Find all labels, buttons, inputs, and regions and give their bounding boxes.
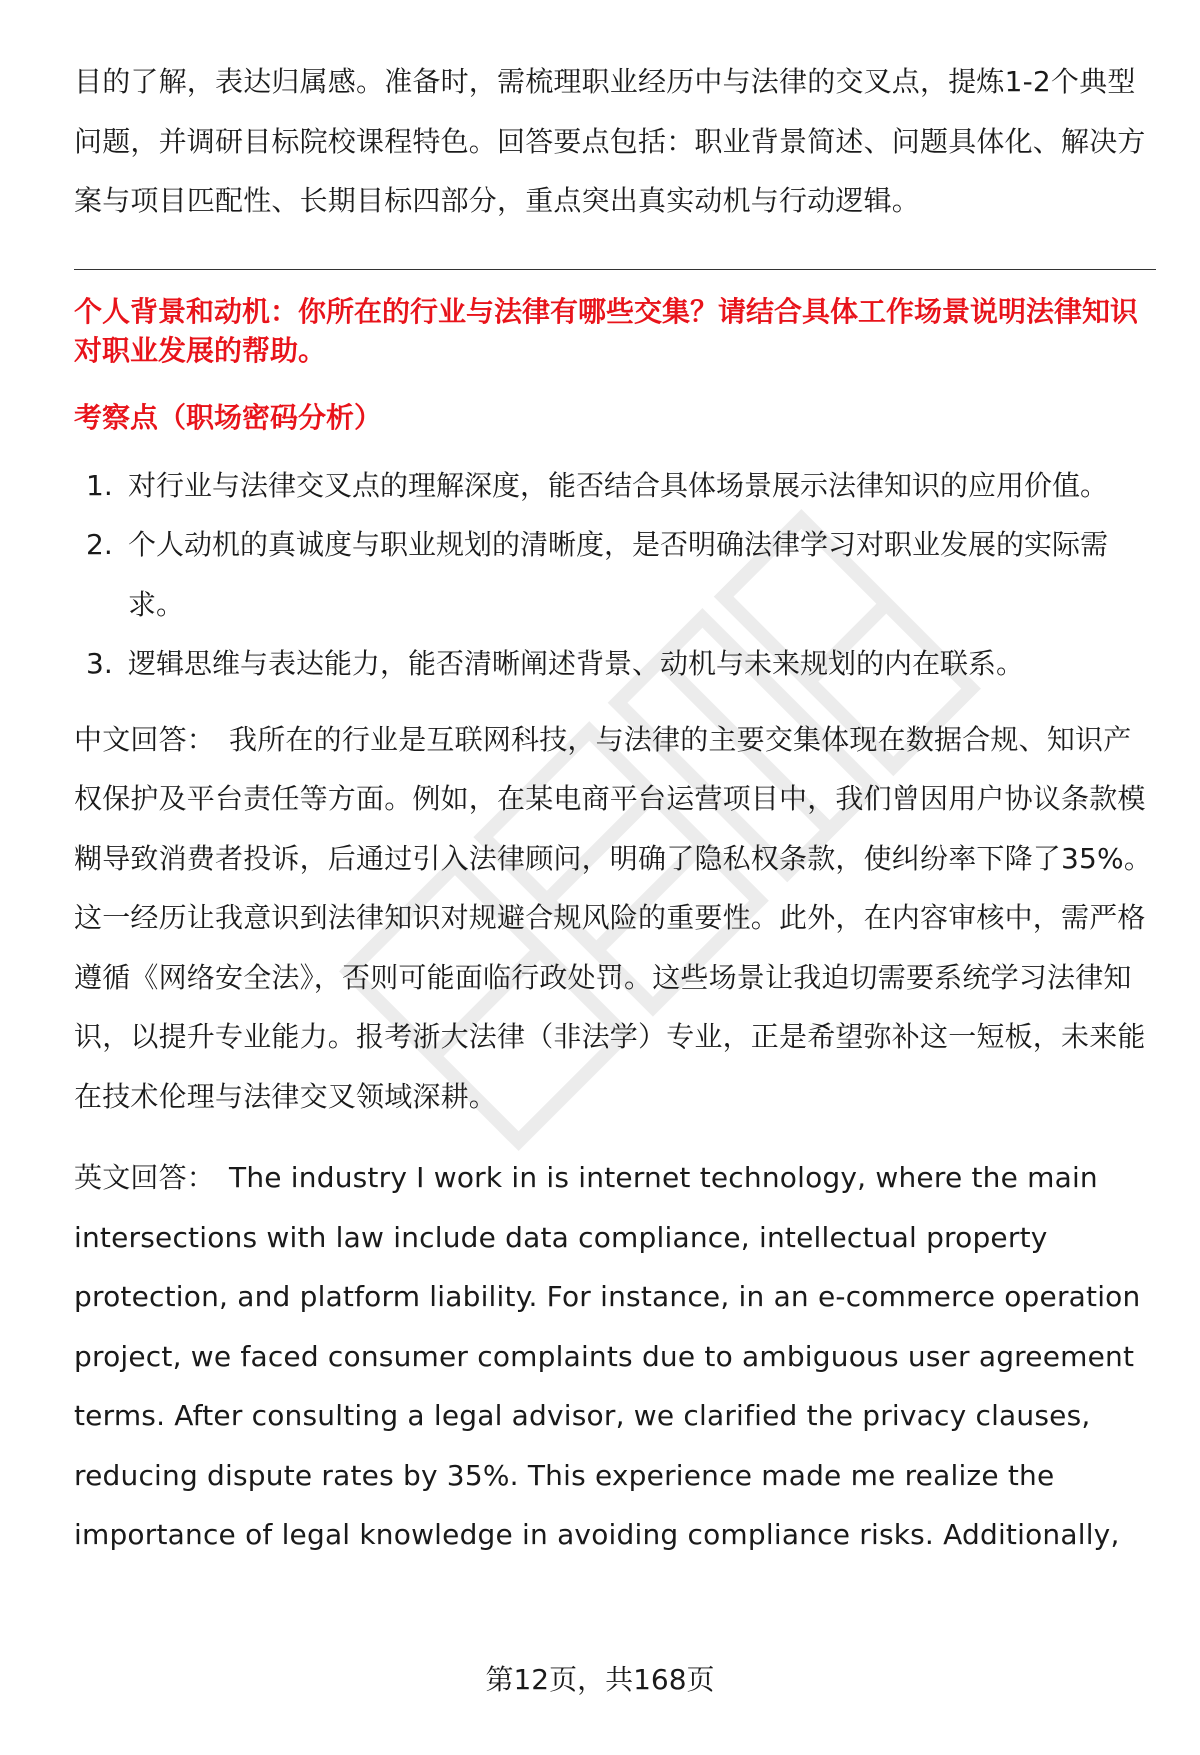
english-answer-text: The industry I work in is internet technology, where the main intersections with law include data compliance, intellectual property protection, and platform liability. For instance, in an e-commerce operation project, we faced consumer complaints due to ambiguous user agreement terms. After consulting a legal advisor, we clarified the privacy clauses, reducing dispute rates by 35%. This experience made me realize the importance of legal knowledge in avoiding compliance risks. Additionally, [74,1161,1141,1551]
focus-point [74,456,1154,516]
chinese-answer-label: 中文回答： [74,722,216,756]
chinese-answer-text: 我所在的行业是互联网科技，与法律的主要交集体现在数据合规、知识产权保护及平台责任等方面。例如，在某电商平台运营项目中，我们曾因用户协议条款模糊导致消费者投诉，后通过引入法律顾问，明确了隐私权条款，使纠纷率下降了35%。这一经历让我意识到法律知识对规避合规风险的重要性。此外，在内容审核中，需严格遵循《网络安全法》，否则可能面临行政处罚。这些场景让我迫切需要系统学习法律知识，以提升专业能力。报考浙大法律（非法学）专业，正是希望弥补这一短板，未来能在技术伦理与法律交叉领域深耕。 [74,722,1153,1113]
focus-point-text: 个人动机的真诚度与职业规划的清晰度，是否明确法律学习对职业发展的实际需求。 [128,528,1109,621]
section-divider [74,269,1156,270]
focus-point [74,515,1154,634]
english-answer [74,1148,1154,1565]
focus-point [74,634,1154,694]
content-area [74,52,1154,1565]
focus-point-text: 对行业与法律交叉点的理解深度，能否结合具体场景展示法律知识的应用价值。 [128,468,1109,502]
focus-point-number: 2. [86,528,113,561]
question-heading: 个人背景和动机：你所在的行业与法律有哪些交集？请结合具体工作场景说明法律知识对职业发展的帮助。 [74,294,1139,367]
focus-point-number: 3. [86,647,113,680]
focus-point-number: 1. [86,468,113,502]
page-number-footer: 第12页，共168页 [485,1663,715,1696]
focus-points-list [74,456,1154,694]
chinese-answer [74,710,1154,1127]
focus-point-text: 逻辑思维与表达能力，能否清晰阐述背景、动机与未来规划的内在联系。 [128,647,1025,680]
english-answer-label: 英文回答： [74,1161,216,1194]
intro-paragraph: 目的了解，表达归属感。准备时，需梳理职业经历中与法律的交叉点，提炼1-2个典型问题，并调研目标院校课程特色。回答要点包括：职业背景简述、问题具体化、解决方案与项目匹配性、长期目标四部分，重点突出真实动机与行动逻辑。 [74,65,1146,217]
focus-heading: 考察点（职场密码分析） [74,400,383,434]
